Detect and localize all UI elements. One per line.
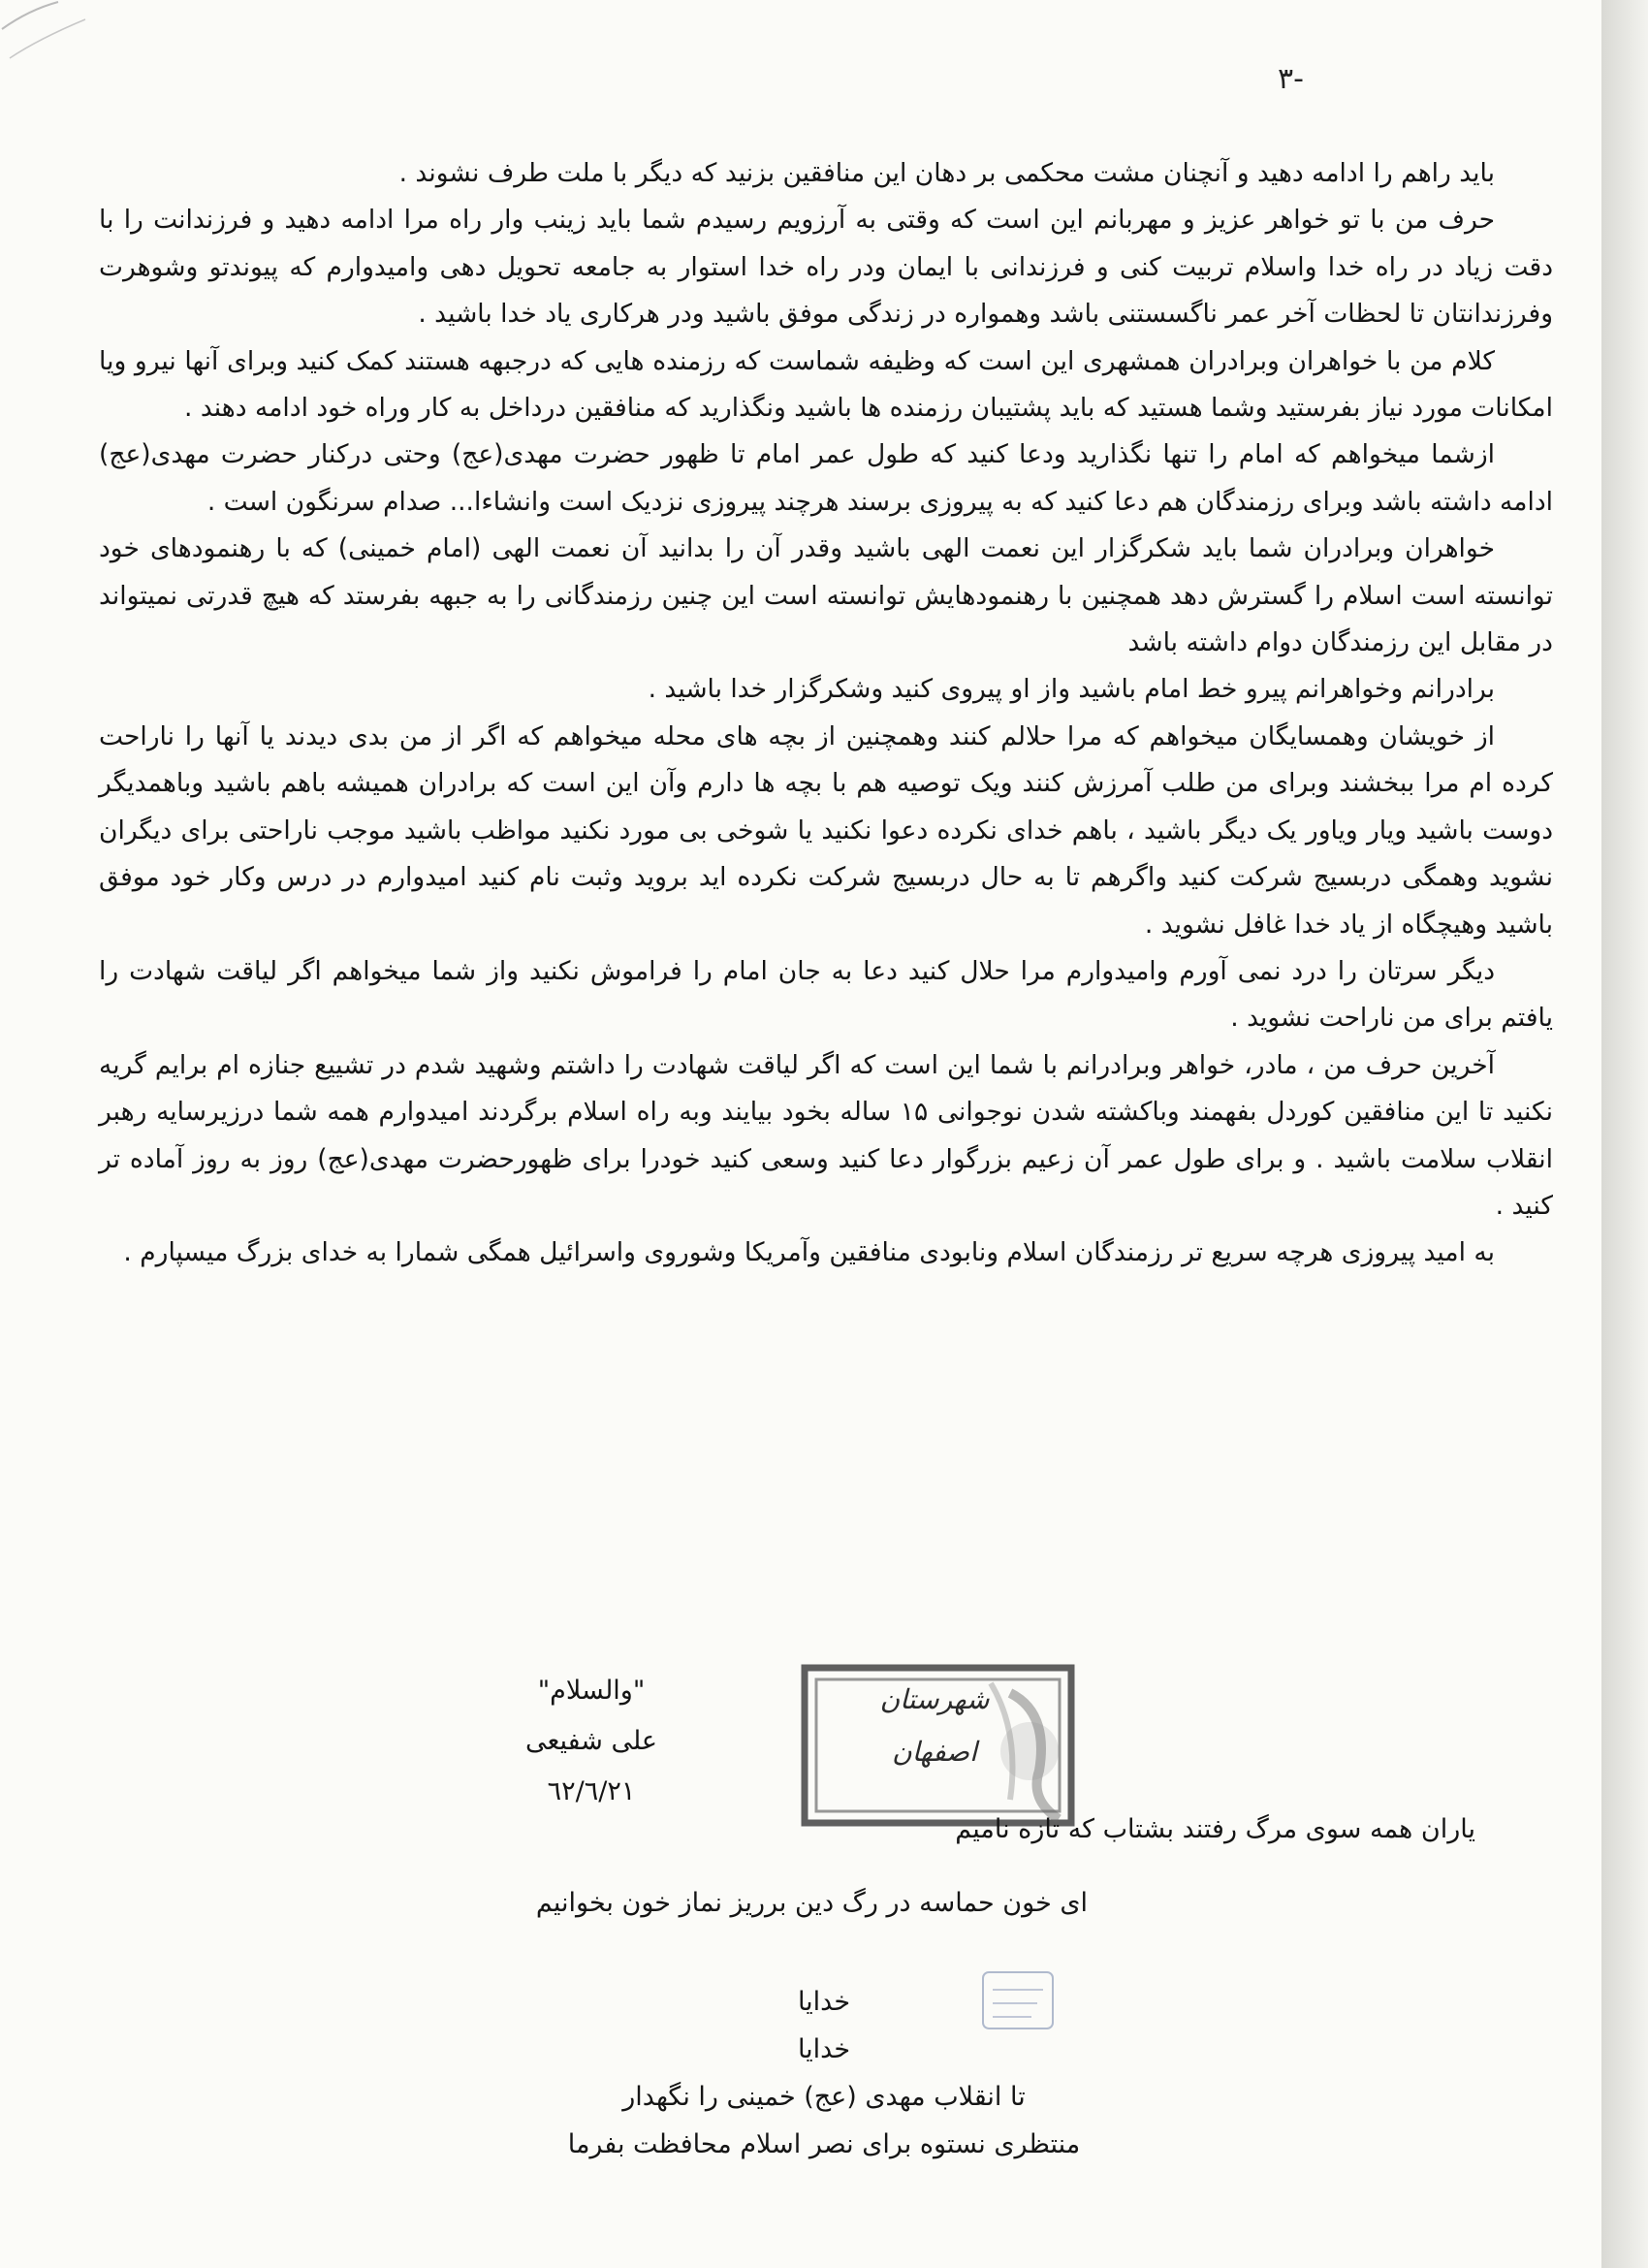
scan-edge <box>1601 0 1648 2268</box>
stamp-line: اصفهان <box>892 1736 977 1768</box>
stamp-line: شهرستان <box>879 1683 990 1715</box>
paragraph: آخرین حرف من ، مادر، خواهر وبرادرانم با شما این است که اگر لیاقت شهادت را داشتم وشهید شدم در تشییع جنازه ام برایم گریه نکنید تا این منافقین کوردل بفهمند وباکشته شدن نوجوانی ١۵ ساله بخود بیایند وبه راه اسلام برگردند امیدوارم همه شما درزیرسایه رهبر انقلاب سلامت باشید . و برای طول عمر آن زعیم بزرگوار دعا کنید وسعی کنید خودرا برای ظهورحضرت مهدی(عج) روز به روز آماده تر کنید . <box>99 1049 1553 1221</box>
signature-block <box>446 1666 737 1817</box>
paragraph: باید راهم را ادامه دهید و آنچنان مشت محکمی بر دهان این منافقین بزنید که دیگر با ملت طرف نشوند . <box>398 158 1495 188</box>
closing-line: خدایا <box>797 2034 851 2064</box>
paragraph: برادرانم وخواهرانم پیرو خط امام باشید واز او پیروی کنید وشکرگزار خدا باشید . <box>648 674 1495 705</box>
page-number: -٣ <box>1278 62 1304 96</box>
poem <box>118 1805 1475 1928</box>
letter-body <box>99 150 1553 1277</box>
paragraph: دیگر سرتان را درد نمی آورم وامیدوارم مرا حلال کنید دعا به جان امام را فراموش نکنید واز شما میخواهم اگر لیاقت شهادت را یافتم برای من ناراحت نشوید . <box>99 955 1553 1034</box>
paragraph: از خویشان وهمسایگان میخواهم که مرا حلالم کنند وهمچنین از بچه های محله میخواهم که اگر از من بدی دیدند یا آنها را ناراحت کرده ام مرا ببخشند وبرای من طلب آمرزش کنند ویک توصیه هم با بچه ها دارم وآن این است که برادران همیشه باهم باشید وباهمدیگر دوست باشید ویار ویاور یک دیگر باشید ، باهم خدای نکرده دعوا نکنید یا شوخی بی مورد نکنید مواظب باشید موجب ناراحتی برای دیگران نشوید وهمگی دربسیج شرکت کنید واگرهم تا به حال دربسیج شرکت نکرده اید بروید وثبت نام کنید امیدوارم در درس وکار خود موفق باشید وهیچگاه از یاد خدا غافل نشوید . <box>99 720 1553 940</box>
paragraph: خواهران وبرادران شما باید شکرگزار این نعمت الهی باشید وقدر آن را بدانید آن نعمت الهی (امام خمینی) که با رهنمودهای خود توانسته است اسلام را گسترش دهد همچنین با رهنمودهایش توانسته است این چنین رزمندگانی را به جبهه بفرستد که هیچ قدرتی نمیتواند در مقابل این رزمندگان دوام داشته باشد <box>99 533 1553 658</box>
signer-name: علی شفیعی <box>524 1726 658 1756</box>
stamp-text <box>847 1674 1022 1809</box>
closing-line: منتظری نستوه برای نصر اسلام محافظت بفرما <box>567 2129 1081 2159</box>
closing-line: تا انقلاب مهدی (عج) خمینی را نگهدار <box>622 2082 1026 2112</box>
paragraph: کلام من با خواهران وبرادران همشهری این است که وظیفه شماست که رزمنده هایی که درجبهه هستند کمک کنید وبرای آنها نیرو ویا امکانات مورد نیاز بفرستید وشما هستید که باید پشتیبان رزمنده ها باشید ونگذارید که منافقین درداخل به کار وراه خود ادامه دهند . <box>99 345 1553 424</box>
poem-line: ای خون حماسه در رگ دین برریز نماز خون بخوانیم <box>535 1888 1088 1918</box>
signature-date: ٦٢/٦/٢١ <box>547 1776 636 1806</box>
salutation: "والسلام" <box>537 1676 646 1706</box>
paragraph: حرف من با تو خواهر عزیز و مهربانم این است که وقتی به آرزویم رسیدم شما باید زینب وار راه مرا ادامه دهید و فرزندانت را با دقت زیاد در راه خدا واسلام تربیت کنی و فرزندانی با ایمان ودر راه خدا استوار به جامعه تحویل دهی وامیدوارم که پیوندتو وشوهرت وفرزندانتان تا لحظات آخر عمر ناگسستنی باشد وهمواره در زندگی موفق باشید ودر هرکاری یاد خدا باشید . <box>99 205 1553 330</box>
scratch-mark <box>0 0 87 68</box>
poem-line: یاران همه سوی مرگ رفتند بشتاب که تازه نامیم <box>955 1814 1475 1844</box>
closing-prayer <box>427 1978 1221 2168</box>
paragraph: به امید پیروزی هرچه سریع تر رزمندگان اسلام ونابودی منافقین وآمریکا وشوروی واسرائیل همگی شمارا به خدای بزرگ میسپارم . <box>123 1237 1495 1268</box>
paragraph: ازشما میخواهم که امام را تنها نگذارید ودعا کنید که طول عمر امام تا ظهور حضرت مهدی(عج) وحتی درکنار حضرت مهدی(عج) ادامه داشته باشد وبرای رزمندگان هم دعا کنید که به پیروزی برسند هرچند پیروزی نزدیک است وانشاءا... صدام سرنگون است . <box>99 439 1553 517</box>
closing-line: خدایا <box>797 1987 851 2017</box>
